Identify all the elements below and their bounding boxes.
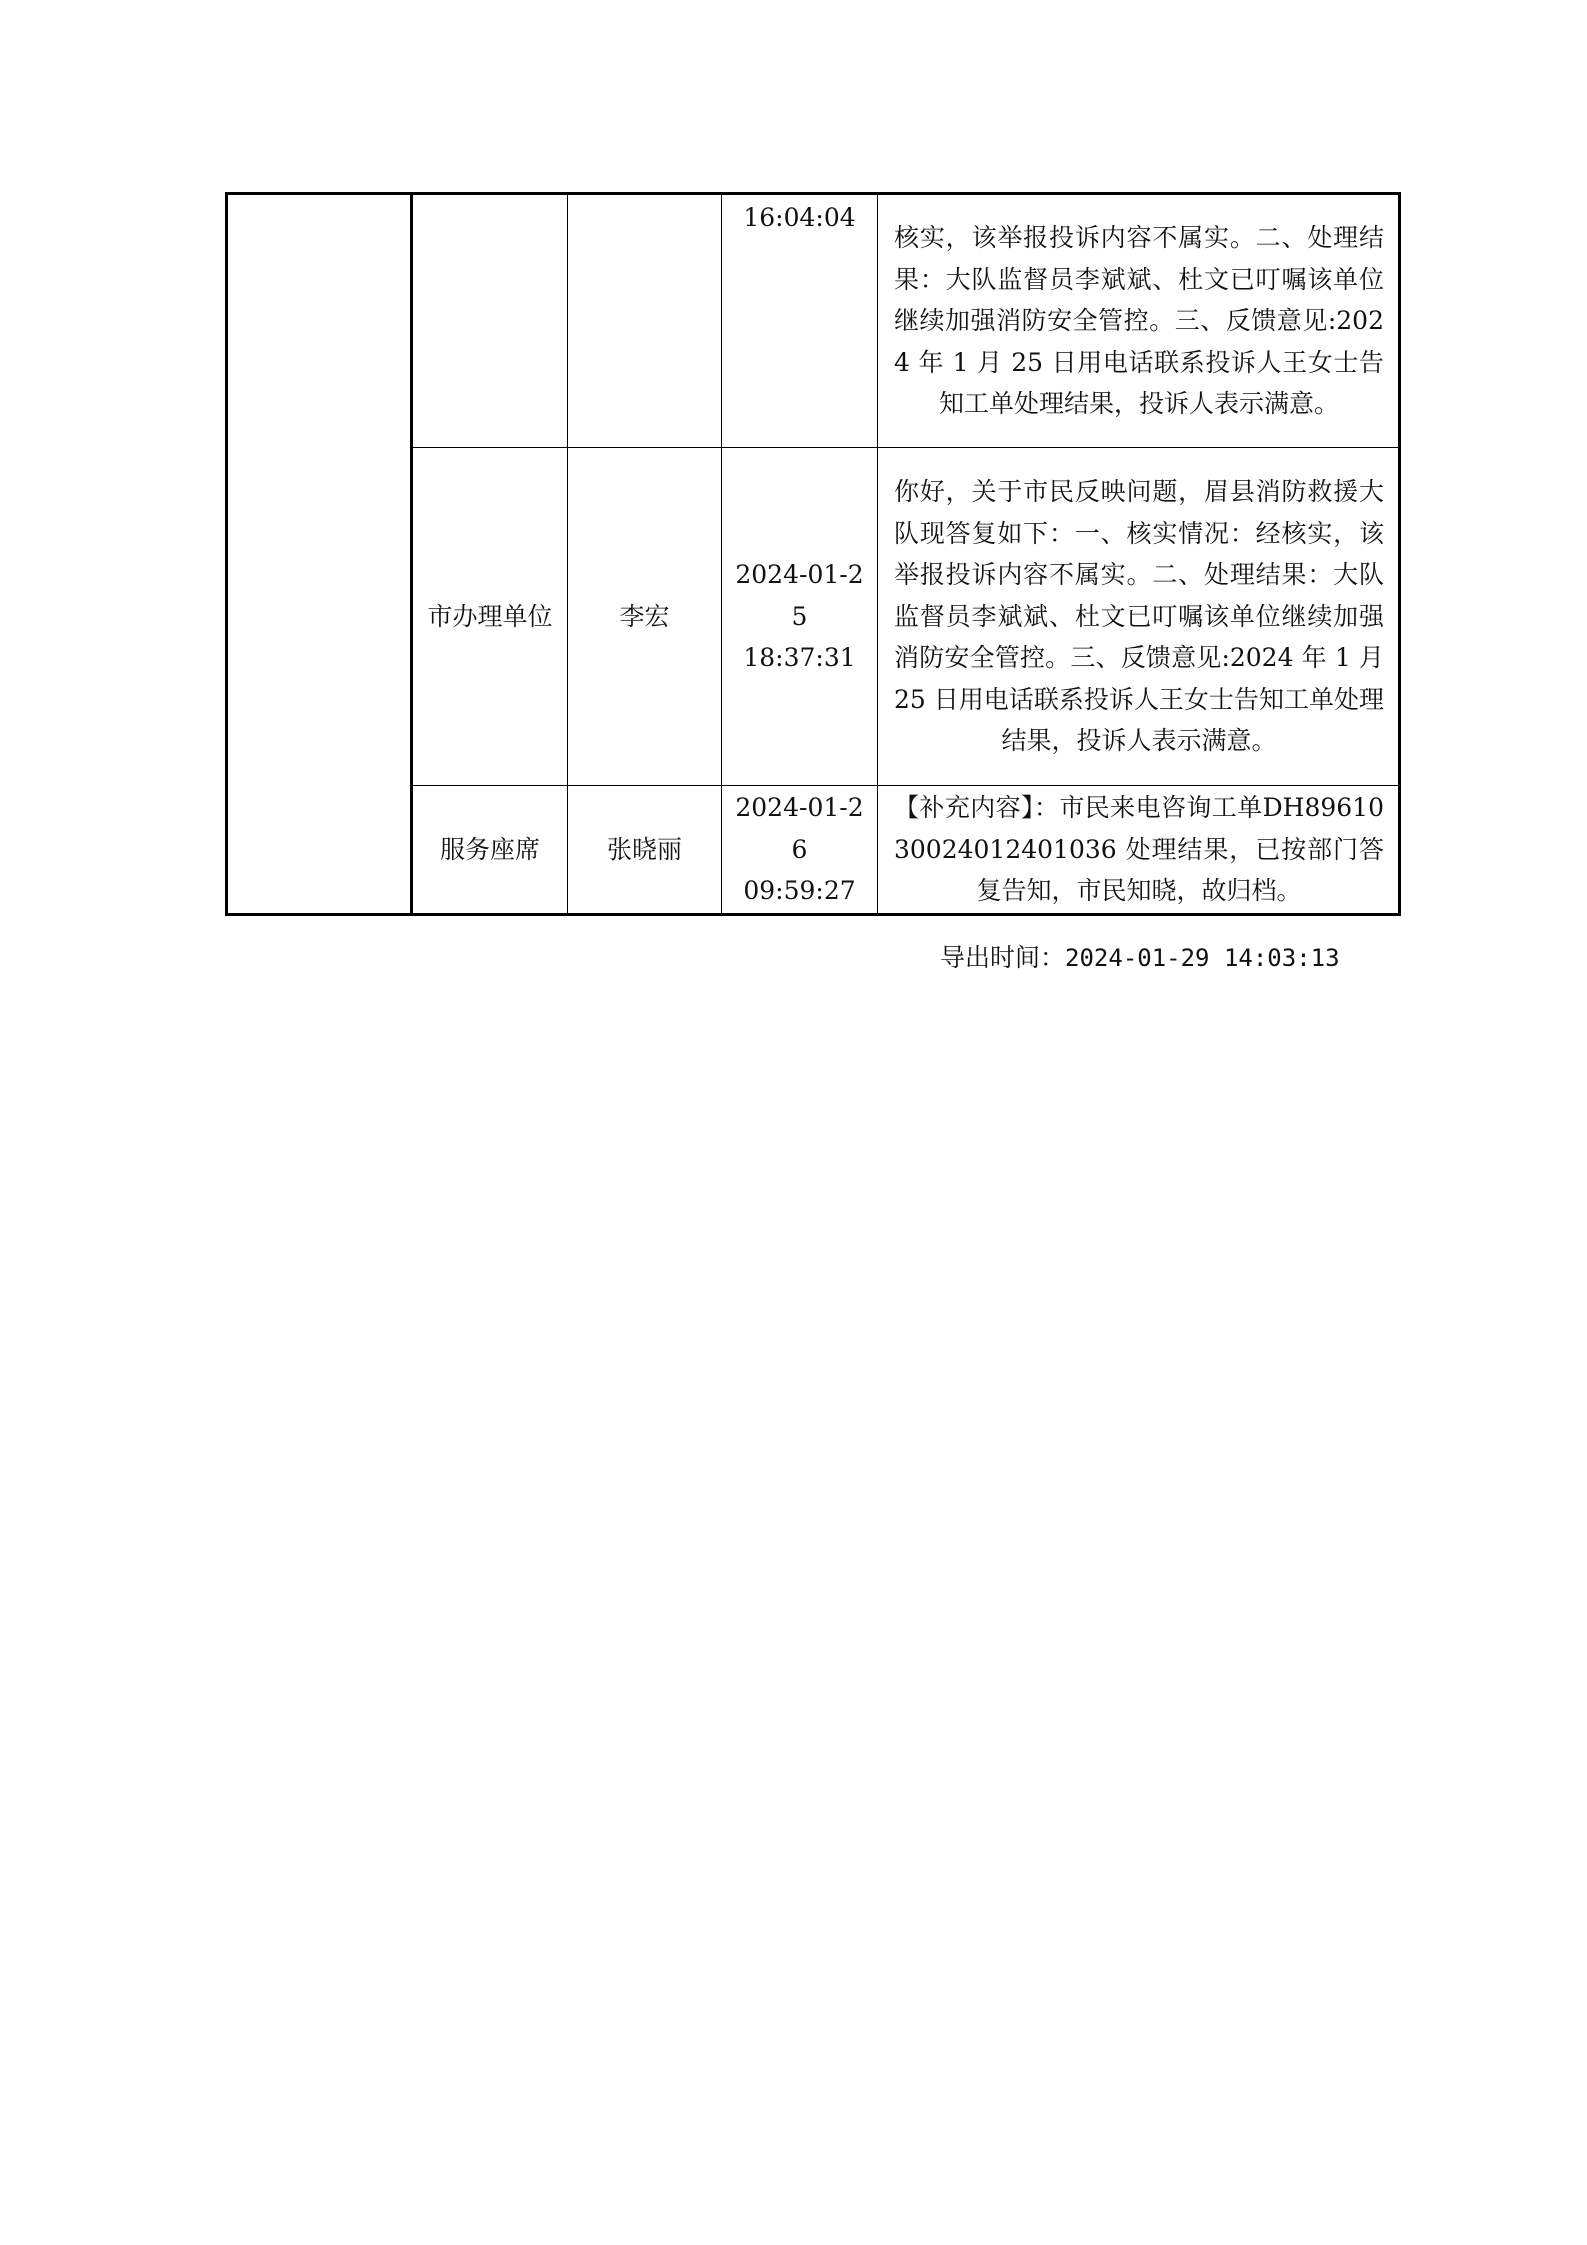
section-label-cell [227,194,412,915]
time-line: 18:37:31 [743,643,856,673]
unit-cell: 市办理单位 [412,448,568,786]
handler-cell: 张晓丽 [568,786,722,915]
time-cell [722,448,878,786]
content-cell: 【补充内容】：市民来电咨询工单DH896103002401240103​6 处理结果，已按部门答复告知，市民知晓，故归档。 [878,786,1400,915]
unit-cell: 服务座席 [412,786,568,915]
time-line: 5 [791,601,808,631]
time-cell [722,786,878,915]
time-line: 2024-01-2 [735,793,864,823]
time-line: 2024-01-2 [735,560,864,590]
processing-record-table [225,192,1401,916]
time-line: 16:04:04 [743,203,856,232]
export-time-value: 2024-01-29 14:03:13 [1065,944,1340,972]
content-cell: 你好，关于市民反映问题，眉县消防救援大队现答复如下：一、核实情况：经核实，该举报投诉内容不属实。二、处理结果：大队监督员李斌斌、杜文已叮嘱该单位继续加强消防安全管控。三、反馈意见:2024 年 1 月 25 日用电话联系投诉人王女士告知工单处理结果，投诉人表示满意。 [878,448,1400,786]
time-cell [722,194,878,448]
export-time [940,938,1340,978]
unit-cell [412,194,568,448]
time-line: 6 [791,834,808,864]
handler-cell [568,194,722,448]
handler-cell: 李宏 [568,448,722,786]
content-cell: 核实，该举报投诉内容不属实。二、处理结果：大队监督员李斌斌、杜文已叮嘱该单位继续加强消防安全管控。三、反馈意见:2024 年 1 月 25 日用电话联系投诉人王女士告知工单处理结果，投诉人表示满意。 [878,194,1400,448]
table-row [227,194,1400,448]
time-line: 09:59:27 [743,876,856,906]
export-time-label: 导出时间： [940,943,1066,972]
